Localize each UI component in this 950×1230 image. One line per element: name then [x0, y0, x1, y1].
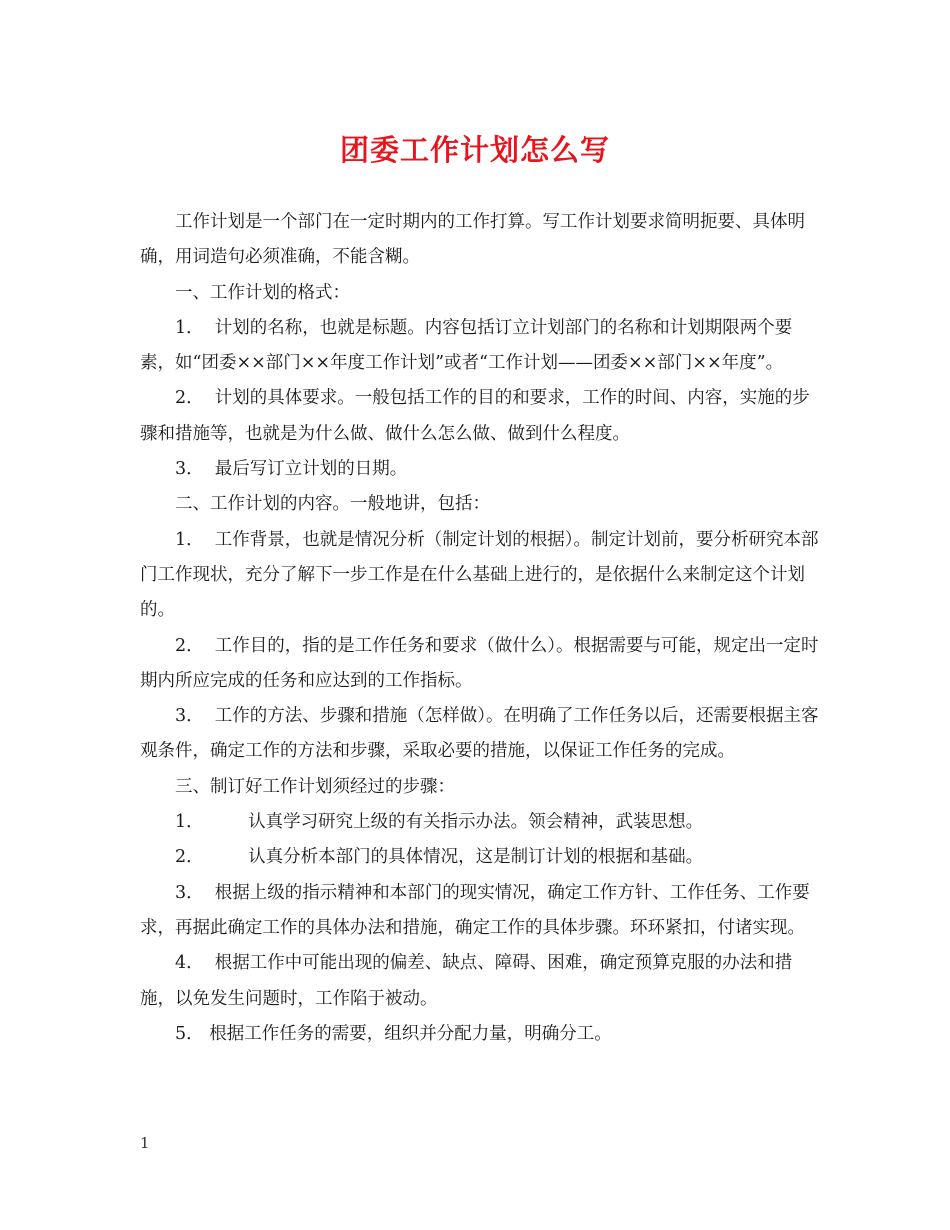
paragraph-steps-3: 3． 根据上级的指示精神和本部门的现实情况，确定工作方针、工作任务、工作要求，再据此确定工作的具体办法和措施，确定工作的具体步骤。环环紧扣，付诸实现。	[140, 882, 810, 938]
paragraph-format-3: 3． 最后写订立计划的日期。	[175, 459, 408, 480]
paragraph-content-1: 1． 工作背景，也就是情况分析（制定计划的根据）。制定计划前，要分析研究本部门工作现状，充分了解下一步工作是在什么基础上进行的，是依据什么来制定这个计划的。	[140, 529, 819, 621]
document-body	[140, 205, 820, 1052]
paragraph-steps-4: 4． 根据工作中可能出现的偏差、缺点、障碍、困难，确定预算克服的办法和措施，以免发生问题时，工作陷于被动。	[140, 953, 793, 1009]
paragraph-steps-1: 1． 认真学习研究上级的有关指示办法。领会精神，武装思想。	[175, 812, 704, 833]
heading-content: 二、工作计划的内容。一般地讲，包括：	[175, 494, 490, 515]
paragraph-steps-2: 2． 认真分析本部门的具体情况，这是制订计划的根据和基础。	[175, 847, 704, 868]
paragraph-content-2: 2． 工作目的，指的是工作任务和要求（做什么）。根据需要与可能，规定出一定时期内所应完成的任务和应达到的工作指标。	[140, 635, 819, 691]
heading-steps: 三、制订好工作计划须经过的步骤：	[175, 776, 455, 797]
paragraph-format-2: 2． 计划的具体要求。一般包括工作的目的和要求，工作的时间、内容，实施的步骤和措施等，也就是为什么做、做什么怎么做、做到什么程度。	[140, 388, 810, 444]
paragraph-intro: 工作计划是一个部门在一定时期内的工作打算。写工作计划要求简明扼要、具体明确，用词造句必须准确，不能含糊。	[140, 212, 805, 268]
paragraph-content-3: 3． 工作的方法、步骤和措施（怎样做）。在明确了工作任务以后，还需要根据主客观条件，确定工作的方法和步骤，采取必要的措施，以保证工作任务的完成。	[140, 706, 819, 762]
paragraph-format-1: 1． 计划的名称，也就是标题。内容包括订立计划部门的名称和计划期限两个要素，如“团委××部门××年度工作计划”或者“工作计划——团委××部门××年度”。	[140, 317, 793, 374]
document-title: 团委工作计划怎么写	[339, 133, 610, 167]
heading-format: 一、工作计划的格式：	[175, 282, 350, 303]
paragraph-steps-5: 5． 根据工作任务的需要，组织并分配力量，明确分工。	[175, 1023, 612, 1044]
page-number: 1	[140, 1134, 150, 1152]
